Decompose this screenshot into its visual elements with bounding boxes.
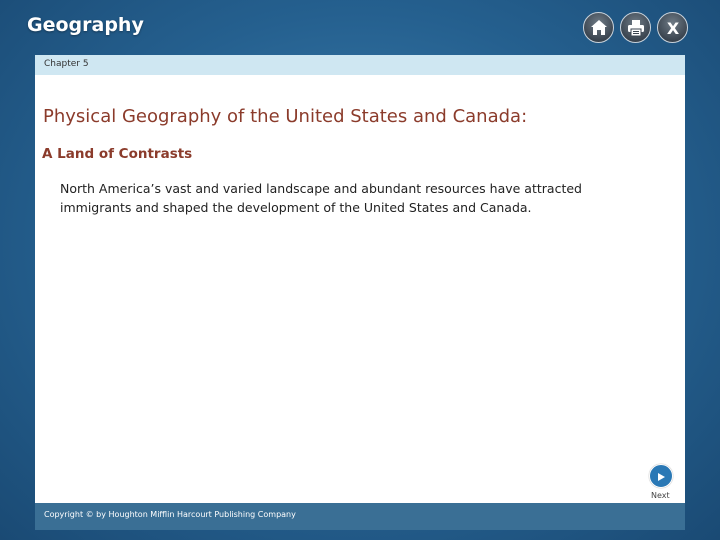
section-heading: A Land of Contrasts — [42, 146, 193, 162]
close-button-label: X — [666, 18, 679, 37]
next-button[interactable] — [649, 464, 673, 488]
home-icon — [590, 19, 608, 36]
body-text: North America’s vast and varied landscape and abundant resources have attracted immigrants and shaped the development of the United States and Canada. — [60, 181, 582, 215]
close-icon — [664, 19, 682, 37]
next-label: Next — [651, 491, 670, 500]
chapter-label: Chapter 5 — [35, 55, 685, 75]
print-icon — [627, 19, 645, 37]
content-panel — [35, 75, 685, 503]
toolbar — [583, 12, 688, 43]
app-title: Geography — [27, 14, 144, 36]
page-title: Physical Geography of the United States and Canada: — [43, 106, 528, 127]
footer-copyright: Copyright © by Houghton Mifflin Harcourt Publishing Company — [35, 503, 685, 530]
close-button[interactable] — [657, 12, 688, 43]
print-button[interactable] — [620, 12, 651, 43]
home-button[interactable] — [583, 12, 614, 43]
play-arrow-icon — [656, 467, 666, 486]
